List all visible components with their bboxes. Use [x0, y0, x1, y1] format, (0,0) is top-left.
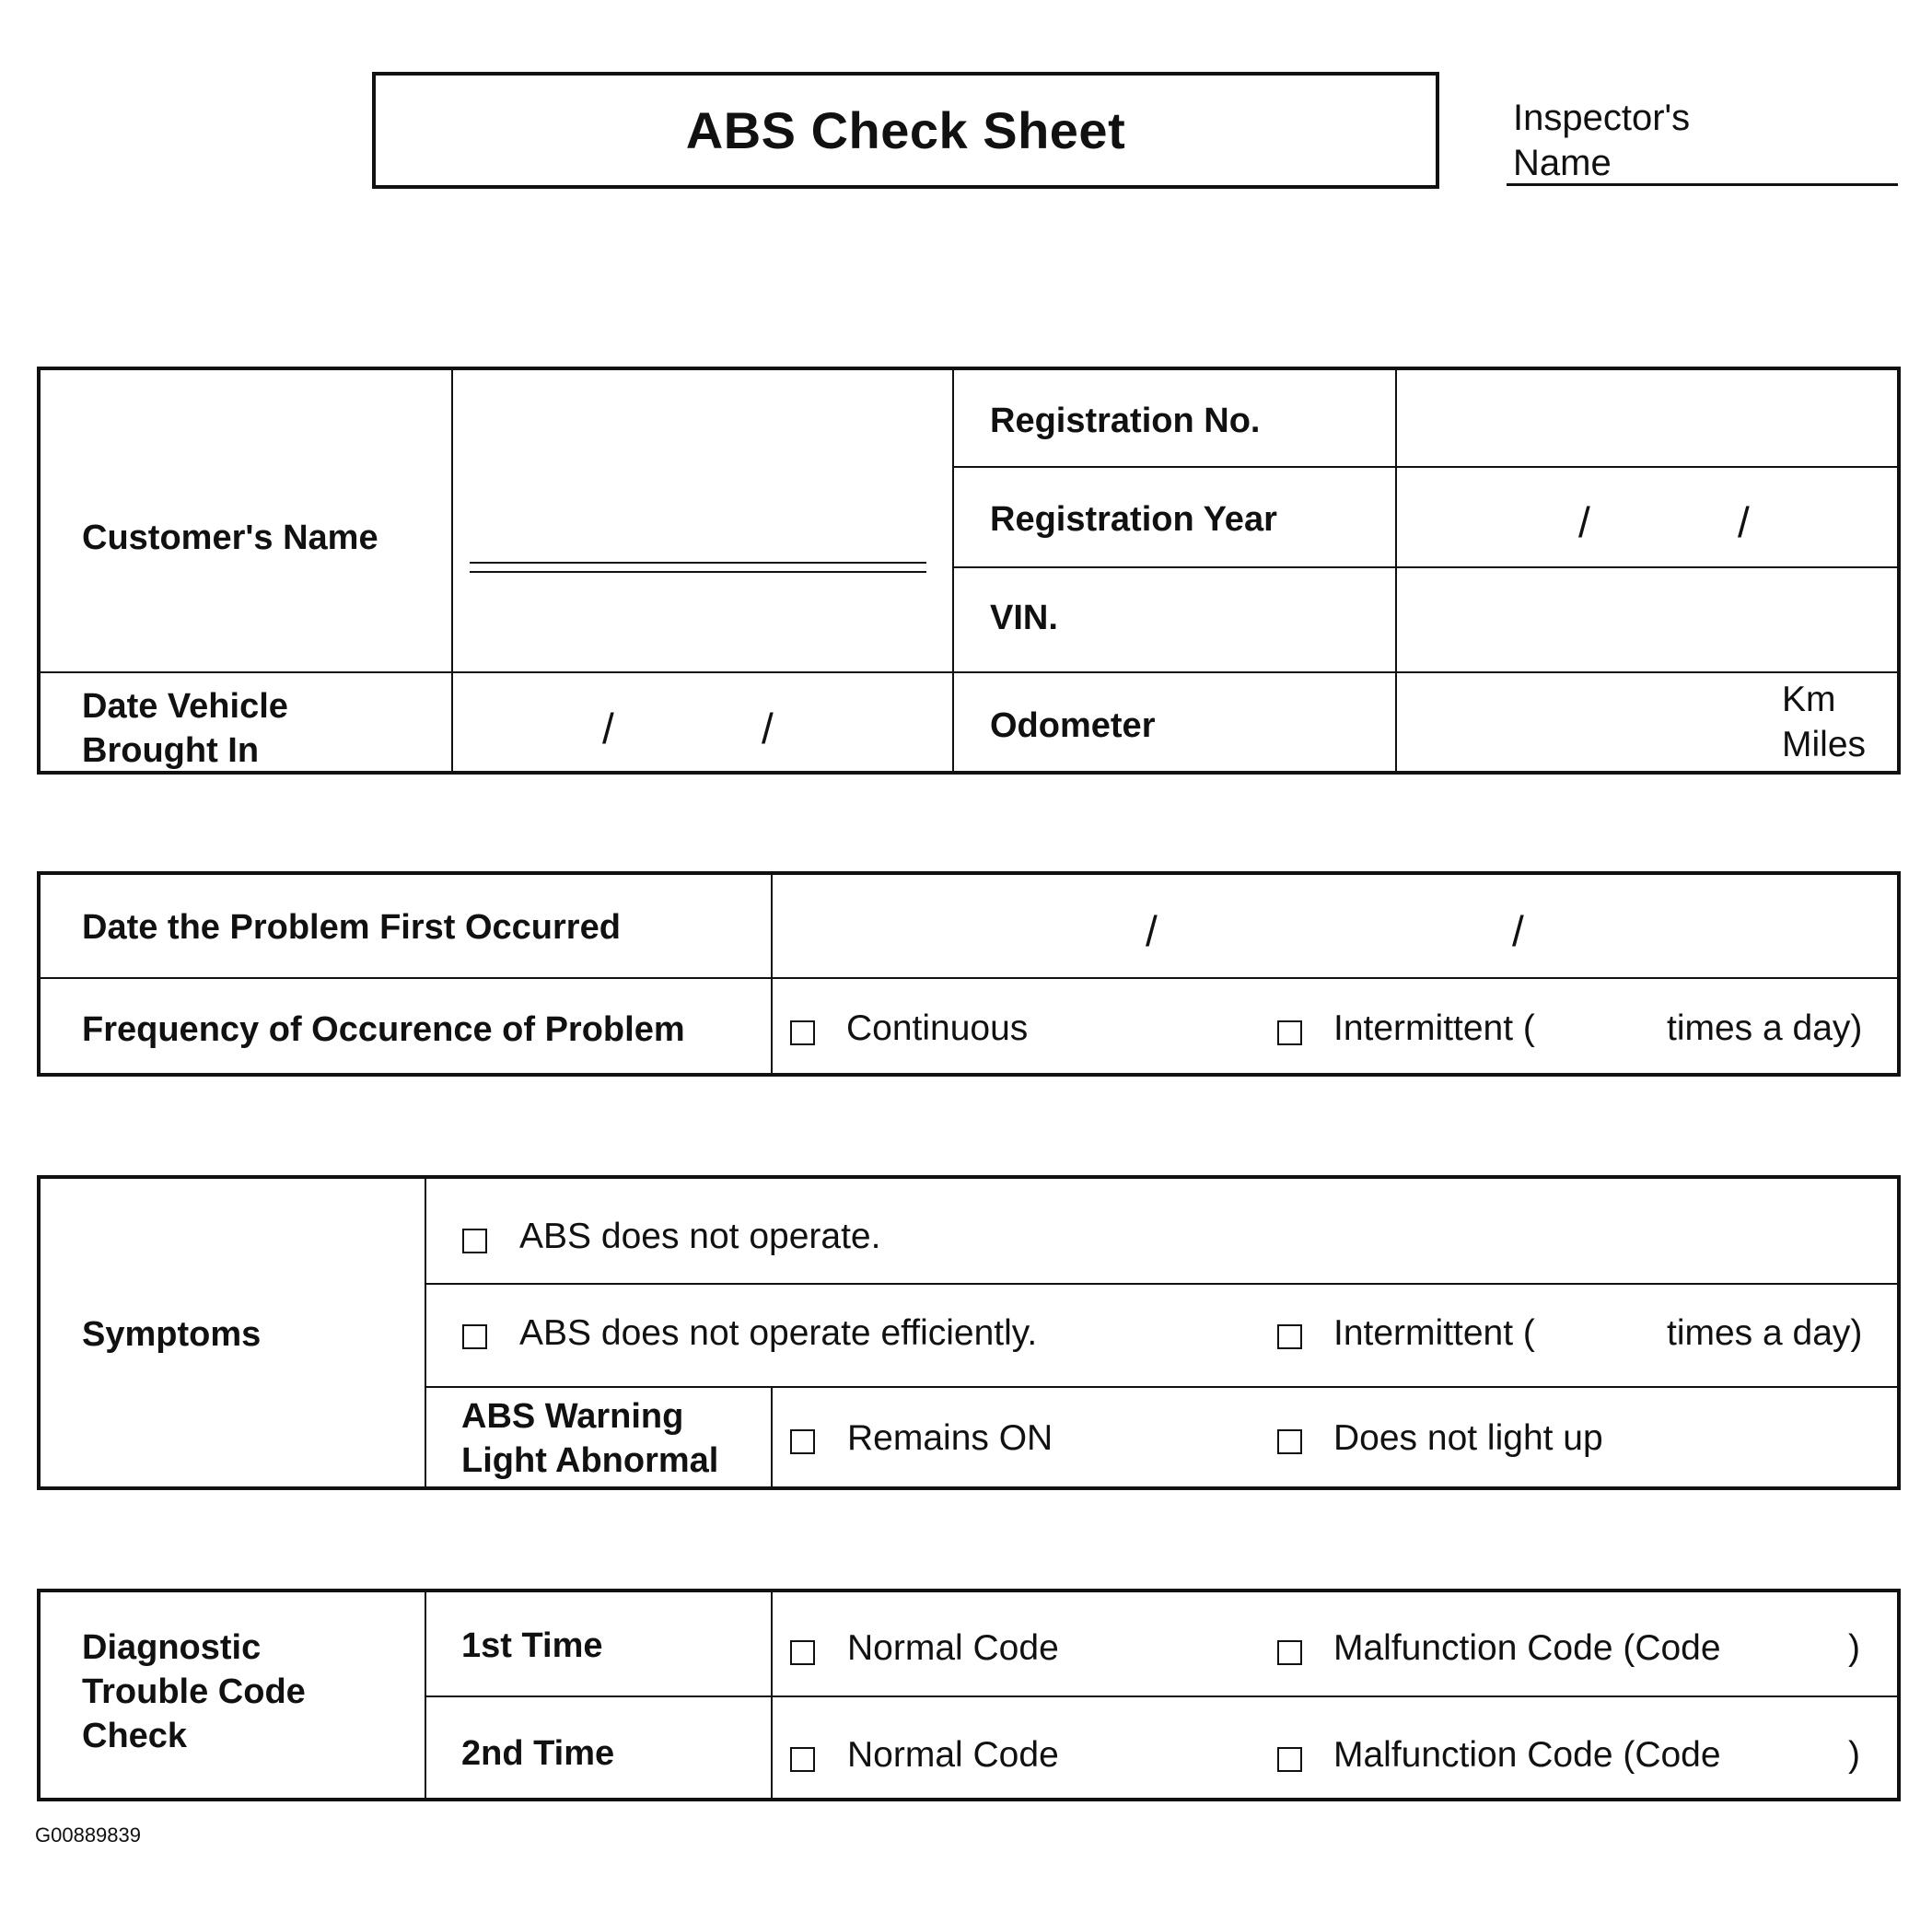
intermittent-label: Intermittent (	[1333, 1008, 1535, 1048]
inspector-name-field[interactable]	[1507, 183, 1898, 186]
normal-code-checkbox-2[interactable]	[790, 1747, 815, 1772]
intermittent-label: Intermittent (	[1333, 1313, 1535, 1353]
odometer-unit-km: Km	[1782, 680, 1836, 719]
vehicle-info-table	[37, 367, 1901, 775]
times-a-day-label: times a day)	[1667, 1313, 1863, 1353]
date-brought-in-label: Date Vehicle Brought In	[82, 687, 288, 770]
date-separator: /	[1146, 907, 1158, 955]
customer-name-field[interactable]	[470, 527, 926, 573]
normal-code-label: Normal Code	[847, 1735, 1059, 1775]
not-operate-checkbox[interactable]	[462, 1229, 487, 1253]
not-light-up-checkbox[interactable]	[1277, 1429, 1302, 1454]
odometer-unit-miles: Miles	[1782, 725, 1867, 764]
inspector-name-label: Inspector's Name	[1513, 98, 1691, 183]
problem-occurrence-table	[37, 871, 1901, 1077]
warning-light-label: ABS Warning Light Abnormal	[461, 1397, 719, 1480]
times-a-day-label: times a day)	[1667, 1008, 1863, 1048]
malfunction-code-checkbox-1[interactable]	[1277, 1640, 1302, 1665]
not-efficient-label: ABS does not operate efficiently.	[519, 1313, 1038, 1353]
normal-code-label: Normal Code	[847, 1628, 1059, 1668]
symptoms-table	[37, 1175, 1901, 1490]
continuous-checkbox[interactable]	[790, 1020, 815, 1045]
registration-year-label: Registration Year	[990, 500, 1277, 539]
dtc-label: Diagnostic Trouble Code Check	[82, 1628, 306, 1755]
not-light-up-label: Does not light up	[1333, 1418, 1603, 1458]
date-separator: /	[1512, 907, 1524, 955]
date-first-occurred-label: Date the Problem First Occurred	[82, 908, 621, 947]
intermittent-checkbox[interactable]	[1277, 1020, 1302, 1045]
first-time-label: 1st Time	[461, 1626, 603, 1665]
not-efficient-checkbox[interactable]	[462, 1324, 487, 1349]
dtc-table	[37, 1589, 1901, 1801]
remains-on-checkbox[interactable]	[790, 1429, 815, 1454]
page-title: ABS Check Sheet	[685, 101, 1126, 159]
second-time-label: 2nd Time	[461, 1734, 615, 1773]
date-separator: /	[1738, 498, 1750, 546]
malfunction-code-checkbox-2[interactable]	[1277, 1747, 1302, 1772]
odometer-label: Odometer	[990, 706, 1156, 745]
remains-on-label: Remains ON	[847, 1418, 1053, 1458]
title-box	[372, 72, 1439, 189]
malfunction-code-label: Malfunction Code (Code	[1333, 1735, 1721, 1775]
date-separator: /	[1578, 498, 1590, 546]
normal-code-checkbox-1[interactable]	[790, 1640, 815, 1665]
customer-name-label: Customer's Name	[82, 519, 378, 557]
not-operate-label: ABS does not operate.	[519, 1217, 881, 1256]
frequency-label: Frequency of Occurence of Problem	[82, 1010, 685, 1049]
close-paren: )	[1848, 1628, 1860, 1668]
close-paren: )	[1848, 1735, 1860, 1775]
symptoms-label: Symptoms	[82, 1315, 262, 1354]
date-separator: /	[762, 705, 774, 752]
intermittent-checkbox[interactable]	[1277, 1324, 1302, 1349]
continuous-label: Continuous	[846, 1008, 1029, 1048]
date-separator: /	[602, 705, 614, 752]
registration-no-label: Registration No.	[990, 402, 1261, 440]
malfunction-code-label: Malfunction Code (Code	[1333, 1628, 1721, 1668]
figure-code: G00889839	[35, 1824, 141, 1847]
vin-label: VIN.	[990, 599, 1058, 637]
